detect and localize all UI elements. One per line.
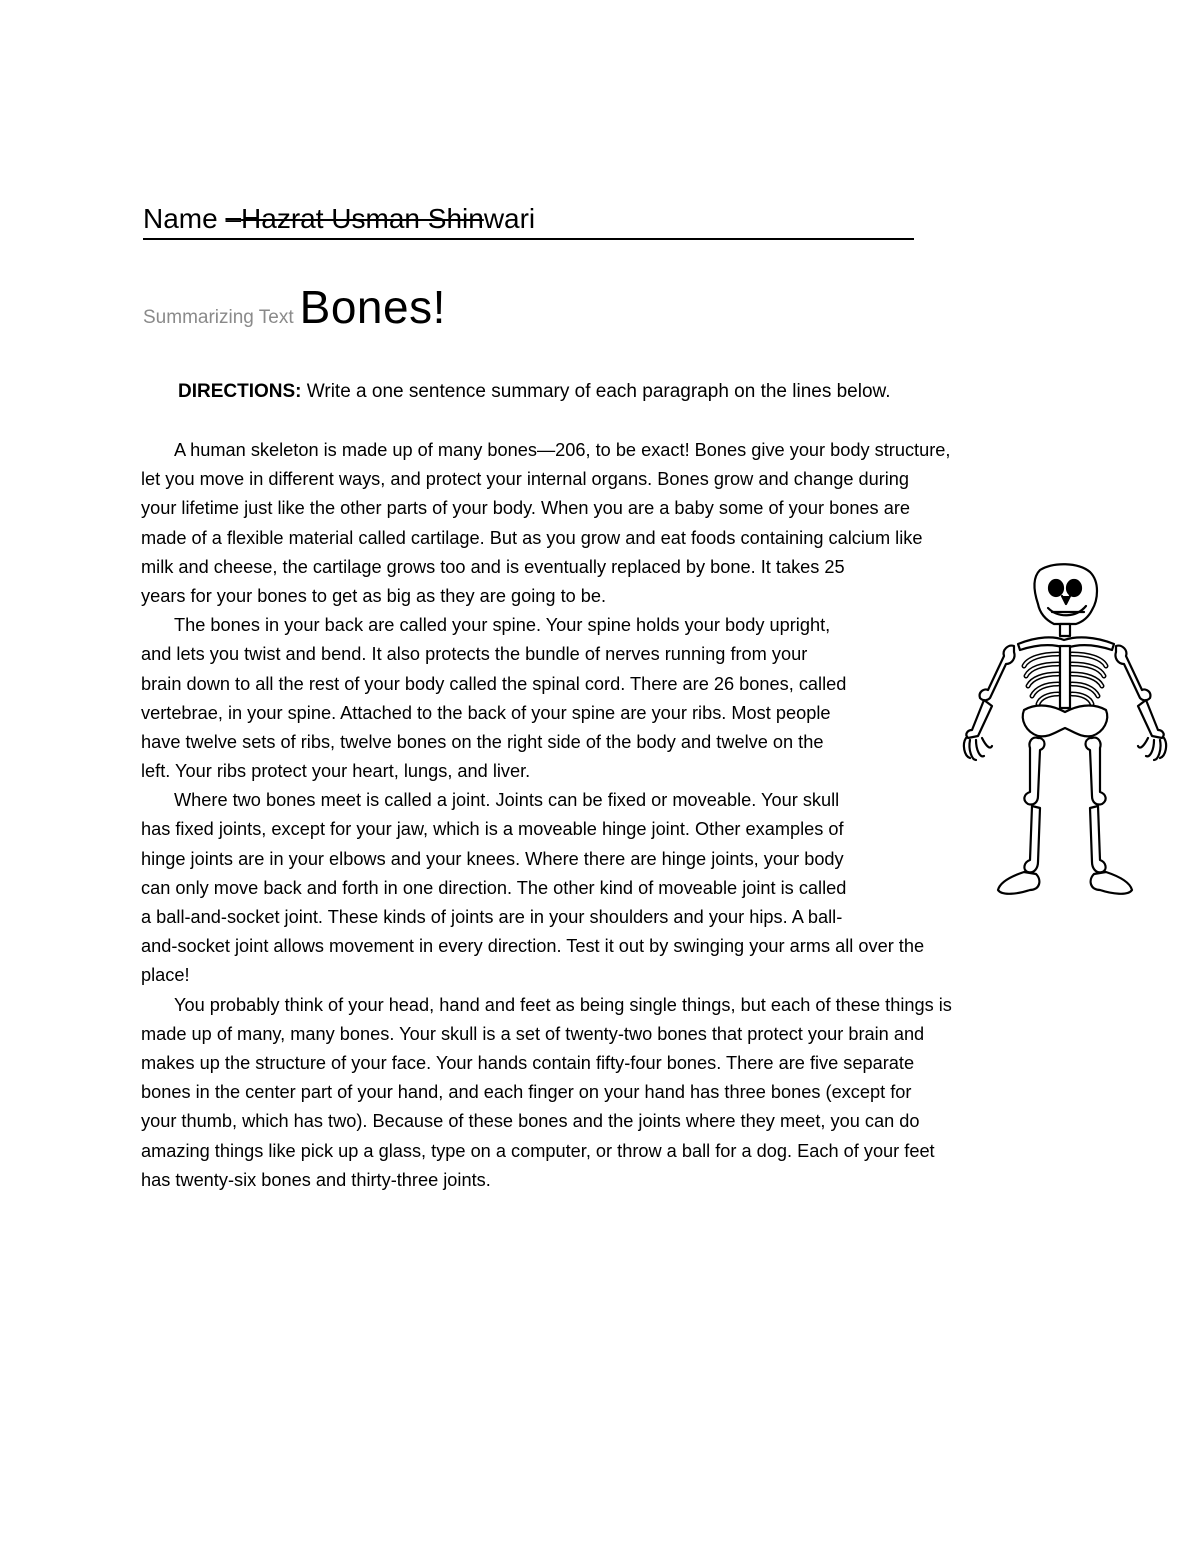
skeleton-illustration	[958, 560, 1168, 920]
paragraph-1-line: made of a flexible material called cartilage. But as you grow and eat foods containing calcium like	[141, 527, 923, 548]
paragraph-2-line: and lets you twist and bend. It also protects the bundle of nerves running from your	[141, 644, 808, 665]
paragraph-3-line: can only move back and forth in one direction. The other kind of moveable joint is called	[141, 877, 847, 898]
paragraph-1-line: milk and cheese, the cartilage grows too and is eventually replaced by bone. It takes 25	[141, 556, 845, 577]
name-rest-text: wari	[483, 203, 536, 234]
paragraph-2-line: The bones in your back are called your spine. Your spine holds your body upright,	[174, 615, 831, 636]
paragraph-1-line: your lifetime just like the other parts of your body. When you are a baby some of your bones are	[141, 498, 910, 519]
paragraph-1-line: A human skeleton is made up of many bones—206, to be exact! Bones give your body structure,	[174, 440, 951, 460]
paragraph-4-line: has twenty-six bones and thirty-three joints.	[141, 1169, 491, 1190]
page-title: Bones!	[299, 281, 446, 333]
paragraph-4-line: made up of many, many bones. Your skull is a set of twenty-two bones that protect your brain and	[141, 1023, 925, 1044]
name-dash: –	[225, 203, 242, 234]
paragraph-2-line: vertebrae, in your spine. Attached to the back of your spine are your ribs. Most people	[141, 702, 831, 723]
paragraph-3-line: Where two bones meet is called a joint. Joints can be fixed or moveable. Your skull	[174, 790, 840, 811]
title-row	[143, 280, 446, 334]
paragraph-3-line: has fixed joints, except for your jaw, which is a moveable hinge joint. Other examples of	[141, 819, 844, 840]
paragraph-2-line: have twelve sets of ribs, twelve bones on the right side of the body and twelve on the	[141, 731, 824, 752]
directions-text: Write a one sentence summary of each paragraph on the lines below.	[301, 381, 891, 402]
paragraph-1-line: let you move in different ways, and protect your internal organs. Bones grow and change during	[141, 469, 910, 490]
paragraph-2-line: left. Your ribs protect your heart, lungs, and liver.	[141, 761, 531, 782]
name-line	[143, 200, 914, 240]
subtitle: Summarizing Text	[143, 307, 294, 328]
paragraph-1-line: years for your bones to get as big as they are going to be.	[141, 585, 607, 606]
paragraph-3-line: a ball-and-socket joint. These kinds of joints are in your shoulders and your hips. A ball-	[141, 907, 843, 927]
paragraph-3-line: place!	[141, 965, 190, 986]
directions	[178, 380, 891, 404]
directions-label: DIRECTIONS:	[178, 381, 302, 402]
name-struck-text: Hazrat Usman Shin	[241, 203, 484, 234]
paragraph-4-line: amazing things like pick up a glass, type on a computer, or throw a ball for a dog. Each of your feet	[141, 1140, 935, 1161]
paragraph-3-line: and-socket joint allows movement in every direction. Test it out by swinging your arms all over the	[141, 936, 925, 957]
name-label: Name	[143, 203, 226, 234]
paragraph-2-line: brain down to all the rest of your body called the spinal cord. There are 26 bones, called	[141, 673, 847, 694]
paragraph-4-line: your thumb, which has two). Because of these bones and the joints where they meet, you can do	[141, 1111, 920, 1132]
paragraph-4-line: bones in the center part of your hand, and each finger on your hand has three bones (except for	[141, 1082, 912, 1103]
paragraph-4-line: You probably think of your head, hand and feet as being single things, but each of these things is	[174, 994, 952, 1015]
article-body	[141, 436, 1071, 1195]
paragraph-3-line: hinge joints are in your elbows and your knees. Where there are hinge joints, your body	[141, 848, 844, 869]
paragraph-4-line: makes up the structure of your face. Your hands contain fifty-four bones. There are five separate	[141, 1052, 915, 1073]
